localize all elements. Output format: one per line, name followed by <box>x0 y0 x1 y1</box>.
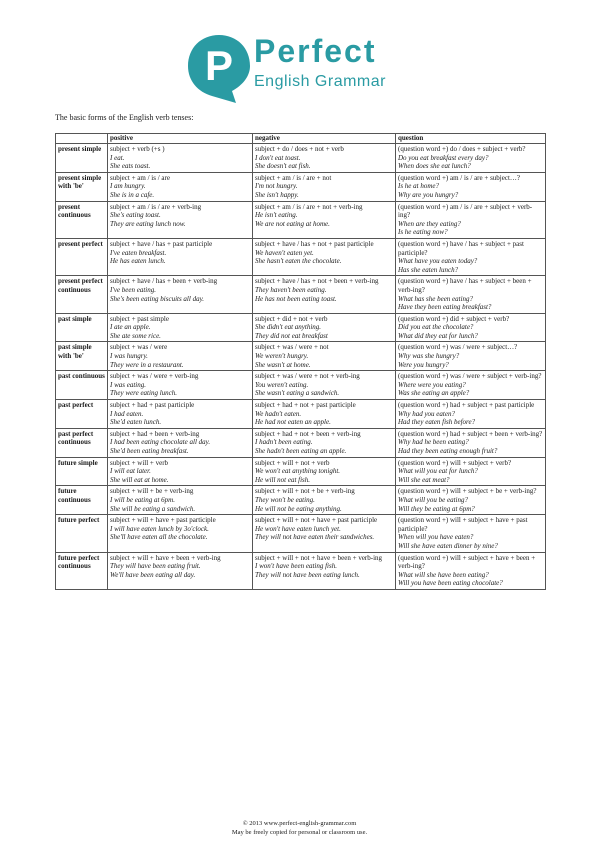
tense-name: present perfect continuous <box>56 276 108 313</box>
table-row <box>56 515 546 552</box>
question-example: What have you eaten today? <box>398 257 478 266</box>
negative-cell <box>253 144 396 173</box>
logo-word-english-grammar: English Grammar <box>254 73 386 90</box>
positive-cell <box>108 371 253 400</box>
table-row <box>56 400 546 429</box>
negative-example: We won't eat anything tonight. <box>255 467 341 476</box>
positive-cell <box>108 457 253 486</box>
negative-example: He won't have eaten lunch yet. <box>255 524 341 533</box>
question-cell <box>396 457 546 486</box>
negative-example: He had not eaten an apple. <box>255 418 331 427</box>
table-row <box>56 201 546 238</box>
tense-name: past perfect continuous <box>56 428 108 457</box>
positive-formula: subject + verb (+s ) <box>110 145 165 153</box>
negative-example: They did not eat breakfast <box>255 331 328 340</box>
question-formula: (question word +) was / were + subject…? <box>398 343 518 352</box>
table-row <box>56 144 546 173</box>
question-formula: (question word +) will + subject + be + verb-ing? <box>398 487 537 496</box>
negative-example: He has not been eating toast. <box>255 294 337 303</box>
tense-name: present simple with 'be' <box>56 172 108 201</box>
negative-formula: subject + was / were + not + verb-ing <box>255 372 360 381</box>
negative-formula: subject + will + not + verb <box>255 458 330 467</box>
question-example: Is he eating now? <box>398 228 448 237</box>
positive-example: They are eating lunch now. <box>110 219 186 228</box>
tense-name: present simple <box>56 144 108 173</box>
positive-example: I will be eating at 6pm. <box>110 495 175 504</box>
question-example: Did you eat the chocolate? <box>398 323 474 332</box>
table-row <box>56 371 546 400</box>
positive-cell <box>108 201 253 238</box>
tense-name: future perfect <box>56 515 108 552</box>
negative-cell <box>253 201 396 238</box>
positive-cell <box>108 238 253 275</box>
negative-cell <box>253 457 396 486</box>
tense-name: past simple with 'be' <box>56 342 108 371</box>
negative-formula: subject + will + not + be + verb-ing <box>255 487 355 496</box>
positive-formula: subject + had + past participle <box>110 401 195 410</box>
positive-example: She will eat at home. <box>110 475 169 484</box>
positive-cell <box>108 342 253 371</box>
negative-example: She hasn't eaten the chocolate. <box>255 257 342 266</box>
positive-cell <box>108 144 253 173</box>
question-example: Why was she hungry? <box>398 352 460 361</box>
question-example: Why had you eaten? <box>398 409 455 418</box>
negative-formula: subject + do / does + not + verb <box>255 145 344 153</box>
tense-name: past continuous <box>56 371 108 400</box>
question-cell <box>396 515 546 552</box>
positive-cell <box>108 276 253 313</box>
tense-name: future continuous <box>56 486 108 515</box>
negative-cell <box>253 515 396 552</box>
positive-formula: subject + have / has + past participle <box>110 239 213 248</box>
positive-example: I ate an apple. <box>110 323 151 332</box>
footer-copyright: © 2013 www.perfect-english-grammar.com <box>242 820 357 827</box>
positive-example: She's eating toast. <box>110 211 161 220</box>
negative-formula: subject + will + not + have + past participle <box>255 516 378 525</box>
question-example: What did they eat for lunch? <box>398 331 478 340</box>
negative-formula: subject + was / were + not <box>255 343 329 352</box>
negative-cell <box>253 238 396 275</box>
positive-example: I've eaten breakfast. <box>110 248 167 257</box>
header-question: question <box>396 134 546 144</box>
question-example: Have they been eating breakfast? <box>398 303 492 312</box>
question-formula: (question word +) have / has + subject + past participle? <box>398 239 524 257</box>
question-example: What will she have been eating? <box>398 570 489 579</box>
question-example: Why had he been eating? <box>398 438 469 447</box>
question-example: Was she eating an apple? <box>398 389 470 398</box>
question-cell <box>396 172 546 201</box>
negative-example: We haven't eaten yet. <box>255 248 314 257</box>
question-cell <box>396 486 546 515</box>
negative-example: We are not eating at home. <box>255 219 330 228</box>
tense-name: present perfect <box>56 238 108 275</box>
question-example: When does she eat lunch? <box>398 162 471 171</box>
positive-example: I've been eating. <box>110 285 157 294</box>
question-example: Do you eat breakfast every day? <box>398 153 489 162</box>
question-formula: (question word +) did + subject + verb? <box>398 314 510 323</box>
negative-example: They won't be eating. <box>255 495 315 504</box>
positive-cell <box>108 400 253 429</box>
positive-example: I will have eaten lunch by 3o'clock. <box>110 524 209 533</box>
negative-example: You weren't eating. <box>255 380 309 389</box>
tense-name: present continuous <box>56 201 108 238</box>
question-formula: (question word +) am / is / are + subject + verb-ing? <box>398 202 533 220</box>
question-example: Had they been eating enough fruit? <box>398 447 498 455</box>
negative-formula: subject + will + not + have + been + verb-ing <box>255 553 383 562</box>
positive-example: She will be eating a sandwich. <box>110 504 196 513</box>
negative-example: She wasn't at home. <box>255 360 311 369</box>
negative-formula: subject + am / is / are + not <box>255 173 332 182</box>
positive-example: I had been eating chocolate all day. <box>110 438 211 447</box>
positive-example: She ate some rice. <box>110 331 161 340</box>
question-example: Will she have eaten dinner by nine? <box>398 541 498 550</box>
negative-cell <box>253 313 396 342</box>
positive-example: They will have been eating fruit. <box>110 562 201 571</box>
positive-formula: subject + am / is / are + verb-ing <box>110 202 202 211</box>
question-example: When are they eating? <box>398 219 461 228</box>
question-cell <box>396 552 546 589</box>
question-example: Has she eaten lunch? <box>398 265 459 274</box>
negative-example: He isn't eating. <box>255 211 298 220</box>
negative-cell <box>253 371 396 400</box>
positive-cell <box>108 552 253 589</box>
negative-formula: subject + had + not + past participle <box>255 401 356 410</box>
negative-example: I won't have been eating fish. <box>255 562 337 571</box>
positive-example: I was eating. <box>110 380 146 389</box>
positive-cell <box>108 428 253 457</box>
negative-cell <box>253 342 396 371</box>
negative-example: They haven't been eating. <box>255 285 327 294</box>
positive-formula: subject + am / is / are <box>110 173 170 182</box>
question-formula: (question word +) will + subject + verb? <box>398 458 512 467</box>
negative-cell <box>253 428 396 457</box>
question-cell <box>396 276 546 313</box>
positive-formula: subject + will + verb <box>110 458 169 467</box>
question-example: Had they eaten fish before? <box>398 418 476 427</box>
footer-permission: May be freely copied for personal or classroom use. <box>231 829 368 836</box>
table-row <box>56 552 546 589</box>
negative-formula: subject + am / is / are + not + verb-ing <box>255 202 363 211</box>
negative-cell <box>253 486 396 515</box>
question-example: What will you eat for lunch? <box>398 467 478 476</box>
negative-cell <box>253 276 396 313</box>
negative-example: She isn't happy. <box>255 190 299 199</box>
negative-example: He will not be eating anything. <box>255 504 342 513</box>
positive-example: They were in a restaurant. <box>110 360 184 369</box>
positive-example: We'll have been eating all day. <box>110 570 196 579</box>
question-formula: (question word +) had + subject + been + verb-ing? <box>398 429 543 438</box>
header-tense <box>56 134 108 144</box>
logo <box>186 33 416 105</box>
logo-letter: P <box>204 42 234 89</box>
tense-name: past perfect <box>56 400 108 429</box>
question-example: What will you be eating? <box>398 495 468 504</box>
question-example: Will you have been eating chocolate? <box>398 579 503 588</box>
tense-name: future simple <box>56 457 108 486</box>
positive-example: I am hungry. <box>110 182 146 191</box>
negative-cell <box>253 552 396 589</box>
positive-formula: subject + will + be + verb-ing <box>110 487 194 496</box>
positive-example: I had eaten. <box>110 409 144 418</box>
positive-formula: subject + was / were + verb-ing <box>110 372 199 381</box>
question-formula: (question word +) do / does + subject + verb? <box>398 145 526 153</box>
positive-example: She eats toast. <box>110 162 151 171</box>
negative-example: She hadn't been eating an apple. <box>255 447 347 455</box>
negative-example: She didn't eat anything. <box>255 323 322 332</box>
negative-cell <box>253 400 396 429</box>
positive-formula: subject + was / were <box>110 343 168 352</box>
question-cell <box>396 342 546 371</box>
negative-example: We weren't hungry. <box>255 352 309 361</box>
question-example: What has she been eating? <box>398 294 474 303</box>
negative-formula: subject + have / has + not + past participle <box>255 239 374 248</box>
positive-formula: subject + have / has + been + verb-ing <box>110 277 218 286</box>
table-row <box>56 276 546 313</box>
negative-formula: subject + have / has + not + been + verb-ing <box>255 277 379 286</box>
logo-word-perfect: Perfect <box>254 33 377 69</box>
question-cell <box>396 144 546 173</box>
positive-formula: subject + past simple <box>110 314 169 323</box>
question-example: Is he at home? <box>398 182 440 191</box>
table-row <box>56 172 546 201</box>
table-row <box>56 428 546 457</box>
table-row <box>56 457 546 486</box>
negative-cell <box>253 172 396 201</box>
header-negative: negative <box>253 134 396 144</box>
intro-text: The basic forms of the English verb tenses: <box>55 113 194 122</box>
question-example: Will they be eating at 6pm? <box>398 504 475 513</box>
negative-example: They will not have eaten their sandwiches. <box>255 533 375 542</box>
table-row <box>56 342 546 371</box>
tense-name: future perfect continuous <box>56 552 108 589</box>
question-cell <box>396 238 546 275</box>
header-positive: positive <box>108 134 253 144</box>
positive-example: They were eating lunch. <box>110 389 178 398</box>
table-row <box>56 486 546 515</box>
positive-example: She'll have eaten all the chocolate. <box>110 533 208 542</box>
question-example: When will you have eaten? <box>398 533 474 542</box>
positive-example: I was hungry. <box>110 352 148 361</box>
question-formula: (question word +) had + subject + past participle <box>398 401 535 410</box>
question-formula: (question word +) will + subject + have + past participle? <box>398 516 528 533</box>
tenses-table <box>55 133 546 590</box>
negative-example: She doesn't eat fish. <box>255 162 311 171</box>
positive-example: She's been eating biscuits all day. <box>110 294 205 303</box>
positive-example: I eat. <box>110 153 125 162</box>
negative-example: I hadn't been eating. <box>255 438 313 447</box>
tense-name: past simple <box>56 313 108 342</box>
positive-formula: subject + will + have + been + verb-ing <box>110 553 221 562</box>
question-cell <box>396 313 546 342</box>
positive-example: She is in a cafe. <box>110 190 155 199</box>
question-cell <box>396 371 546 400</box>
negative-example: He will not eat fish. <box>255 475 311 484</box>
question-cell <box>396 428 546 457</box>
positive-cell <box>108 515 253 552</box>
negative-formula: subject + had + not + been + verb-ing <box>255 429 361 438</box>
negative-example: I'm not hungry. <box>255 182 298 191</box>
question-cell <box>396 201 546 238</box>
question-formula: (question word +) was / were + subject + verb-ing? <box>398 372 542 381</box>
question-cell <box>396 400 546 429</box>
question-formula: (question word +) have / has + subject + been + verb-ing? <box>398 277 532 294</box>
question-formula: (question word +) am / is / are + subject…? <box>398 173 521 182</box>
positive-cell <box>108 313 253 342</box>
question-example: Were you hungry? <box>398 360 449 369</box>
question-example: Will she eat meat? <box>398 475 450 484</box>
positive-cell <box>108 172 253 201</box>
positive-example: She'd eaten lunch. <box>110 418 162 427</box>
positive-formula: subject + had + been + verb-ing <box>110 429 200 438</box>
table-header-row <box>56 134 546 144</box>
negative-example: We hadn't eaten. <box>255 409 302 418</box>
negative-example: I don't eat toast. <box>255 153 301 162</box>
positive-formula: subject + will + have + past participle <box>110 516 216 525</box>
positive-example: I will eat later. <box>110 467 151 476</box>
question-example: Why are you hungry? <box>398 190 459 199</box>
positive-example: She'd been eating breakfast. <box>110 447 189 455</box>
question-example: Where were you eating? <box>398 380 466 389</box>
table-row <box>56 238 546 275</box>
logo-bubble-icon <box>186 33 252 105</box>
negative-formula: subject + did + not + verb <box>255 314 328 323</box>
positive-cell <box>108 486 253 515</box>
positive-example: He has eaten lunch. <box>110 257 166 266</box>
negative-example: She wasn't eating a sandwich. <box>255 389 340 398</box>
negative-example: They will not have been eating lunch. <box>255 570 360 579</box>
question-formula: (question word +) will + subject + have + been + verb-ing? <box>398 553 536 571</box>
table-row <box>56 313 546 342</box>
